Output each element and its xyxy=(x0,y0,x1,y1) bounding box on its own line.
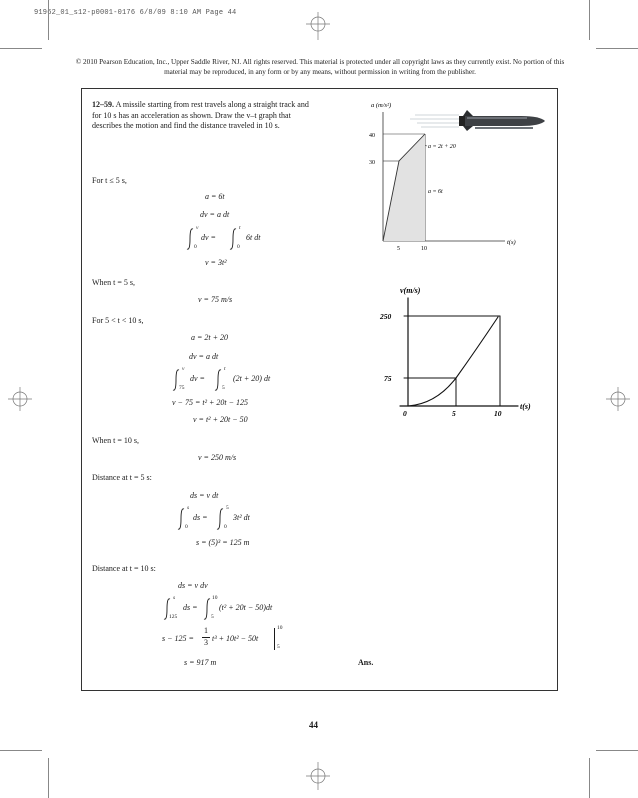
limit-upper: s xyxy=(187,505,190,511)
limit-upper: v xyxy=(196,225,199,231)
eq-rhs: t³ + 10t² − 50t xyxy=(212,634,259,643)
limit-lower: 0 xyxy=(185,524,188,530)
velocity-graph xyxy=(370,280,560,435)
a-y-axis-label: a (m/s²) xyxy=(371,102,392,109)
registration-mark-right xyxy=(606,387,630,411)
a-shaded-area xyxy=(383,134,425,241)
missile-illustration xyxy=(410,110,545,131)
a-label-upper: a = 2t + 20 xyxy=(428,144,456,150)
page-number: 44 xyxy=(309,720,318,730)
evaluation-bar xyxy=(274,628,275,650)
limit-lower: 0 xyxy=(224,524,227,530)
eq-a-6t: a = 6t xyxy=(205,192,225,201)
a-label-lower: a = 6t xyxy=(428,189,443,195)
distance-10s-label: Distance at t = 10 s: xyxy=(92,564,156,573)
problem-text: A missile starting from rest travels along a straight track and for 10 s has an acceleration as shown. Draw the v–t graph that describes the motion and find the distance traveled in 10 s. xyxy=(92,100,309,131)
limit-upper: 10 xyxy=(212,595,218,601)
fraction-numerator: 1 xyxy=(204,626,208,635)
registration-mark-top xyxy=(306,12,330,40)
integral-lhs: dv = xyxy=(190,374,205,383)
v-y-axis-label: v(m/s) xyxy=(400,286,421,295)
limit-upper: t xyxy=(239,225,241,231)
limit-upper: 5 xyxy=(226,505,229,511)
eq-s-125: s = (5)³ = 125 m xyxy=(196,538,250,547)
limit-lower: 125 xyxy=(169,614,178,620)
v-xtick-0: 0 xyxy=(403,409,407,418)
print-slug: 91962_01_s12-p0001-0176 6/8/09 8:10 AM Page 44 xyxy=(34,9,237,17)
integral-lhs: ds = xyxy=(193,513,208,522)
eq-lhs: s − 125 = xyxy=(162,634,194,643)
when-10s-label: When t = 10 s, xyxy=(92,436,139,445)
integral-eq-3 xyxy=(175,506,295,532)
limit-lower: 5 xyxy=(211,614,214,620)
limit-lower: 0 xyxy=(237,244,240,250)
eq-v-minus-75: v − 75 = t² + 20t − 125 xyxy=(172,398,248,407)
integral-rhs: (t² + 20t − 50)dt xyxy=(219,603,273,612)
a-xtick-10: 10 xyxy=(421,246,427,252)
when-5s-label: When t = 5 s, xyxy=(92,278,135,287)
a-ytick-30: 30 xyxy=(369,160,375,166)
acceleration-graph xyxy=(355,98,555,268)
copyright-notice: © 2010 Pearson Education, Inc., Upper Saddle River, NJ. All rights reserved. This material is protected under all copyright laws as they currently exist. No portion of this material may be reproduced, in any form or by any means, without permission in writing from the publisher. xyxy=(75,58,565,76)
registration-mark-bottom xyxy=(306,762,330,790)
v-x-axis-label: t(s) xyxy=(520,402,531,411)
limit-upper: t xyxy=(224,366,226,372)
registration-mark-left xyxy=(8,387,32,411)
a-x-axis-label: t(s) xyxy=(507,239,516,246)
v-ytick-250: 250 xyxy=(380,312,392,321)
eq-ds-vdv: ds = v dv xyxy=(178,581,208,590)
limit-lower: 75 xyxy=(179,385,185,391)
v-xtick-5: 5 xyxy=(452,409,456,418)
fraction-denominator: 3 xyxy=(204,638,208,647)
v-curve xyxy=(408,317,498,406)
integral-rhs: 3t² dt xyxy=(233,513,250,522)
integral-eq-1 xyxy=(184,226,304,252)
integral-rhs: (2t + 20) dt xyxy=(233,374,271,383)
problem-number: 12–59. xyxy=(92,100,114,109)
a-xtick-5: 5 xyxy=(397,246,400,252)
limit-lower: 5 xyxy=(277,644,280,650)
limit-lower: 0 xyxy=(194,244,197,250)
eq-s-917: s = 917 m xyxy=(184,658,217,667)
eq-v-75: v = 75 m/s xyxy=(198,295,233,304)
problem-statement xyxy=(92,100,317,132)
v-ytick-75: 75 xyxy=(384,374,392,383)
a-ytick-40: 40 xyxy=(369,133,375,139)
eq-a-2t-20: a = 2t + 20 xyxy=(191,333,229,342)
case-2-label: For 5 < t < 10 s, xyxy=(92,316,144,325)
answer-label: Ans. xyxy=(358,658,374,667)
eq-dv-adt-1: dv = a dt xyxy=(200,210,230,219)
eq-dv-adt-2: dv = a dt xyxy=(189,352,219,361)
limit-lower: 5 xyxy=(222,385,225,391)
limit-upper: 10 xyxy=(277,625,283,631)
eq-v-quadratic: v = t² + 20t − 50 xyxy=(193,415,248,424)
integral-eq-2 xyxy=(170,367,320,393)
integral-rhs: 6t dt xyxy=(246,233,261,242)
eq-ds-vdt: ds = v dt xyxy=(190,491,219,500)
distance-5s-label: Distance at t = 5 s: xyxy=(92,473,152,482)
v-xtick-10: 10 xyxy=(494,409,502,418)
integral-eq-4 xyxy=(161,596,331,624)
limit-upper: v xyxy=(182,366,185,372)
case-1-label: For t ≤ 5 s, xyxy=(92,176,127,185)
eq-v-250: v = 250 m/s xyxy=(198,453,237,462)
limit-upper: s xyxy=(173,595,176,601)
eq-s-minus-125 xyxy=(162,626,322,654)
integral-lhs: ds = xyxy=(183,603,198,612)
integral-lhs: dv = xyxy=(201,233,216,242)
eq-v-3t2: v = 3t² xyxy=(205,258,227,267)
